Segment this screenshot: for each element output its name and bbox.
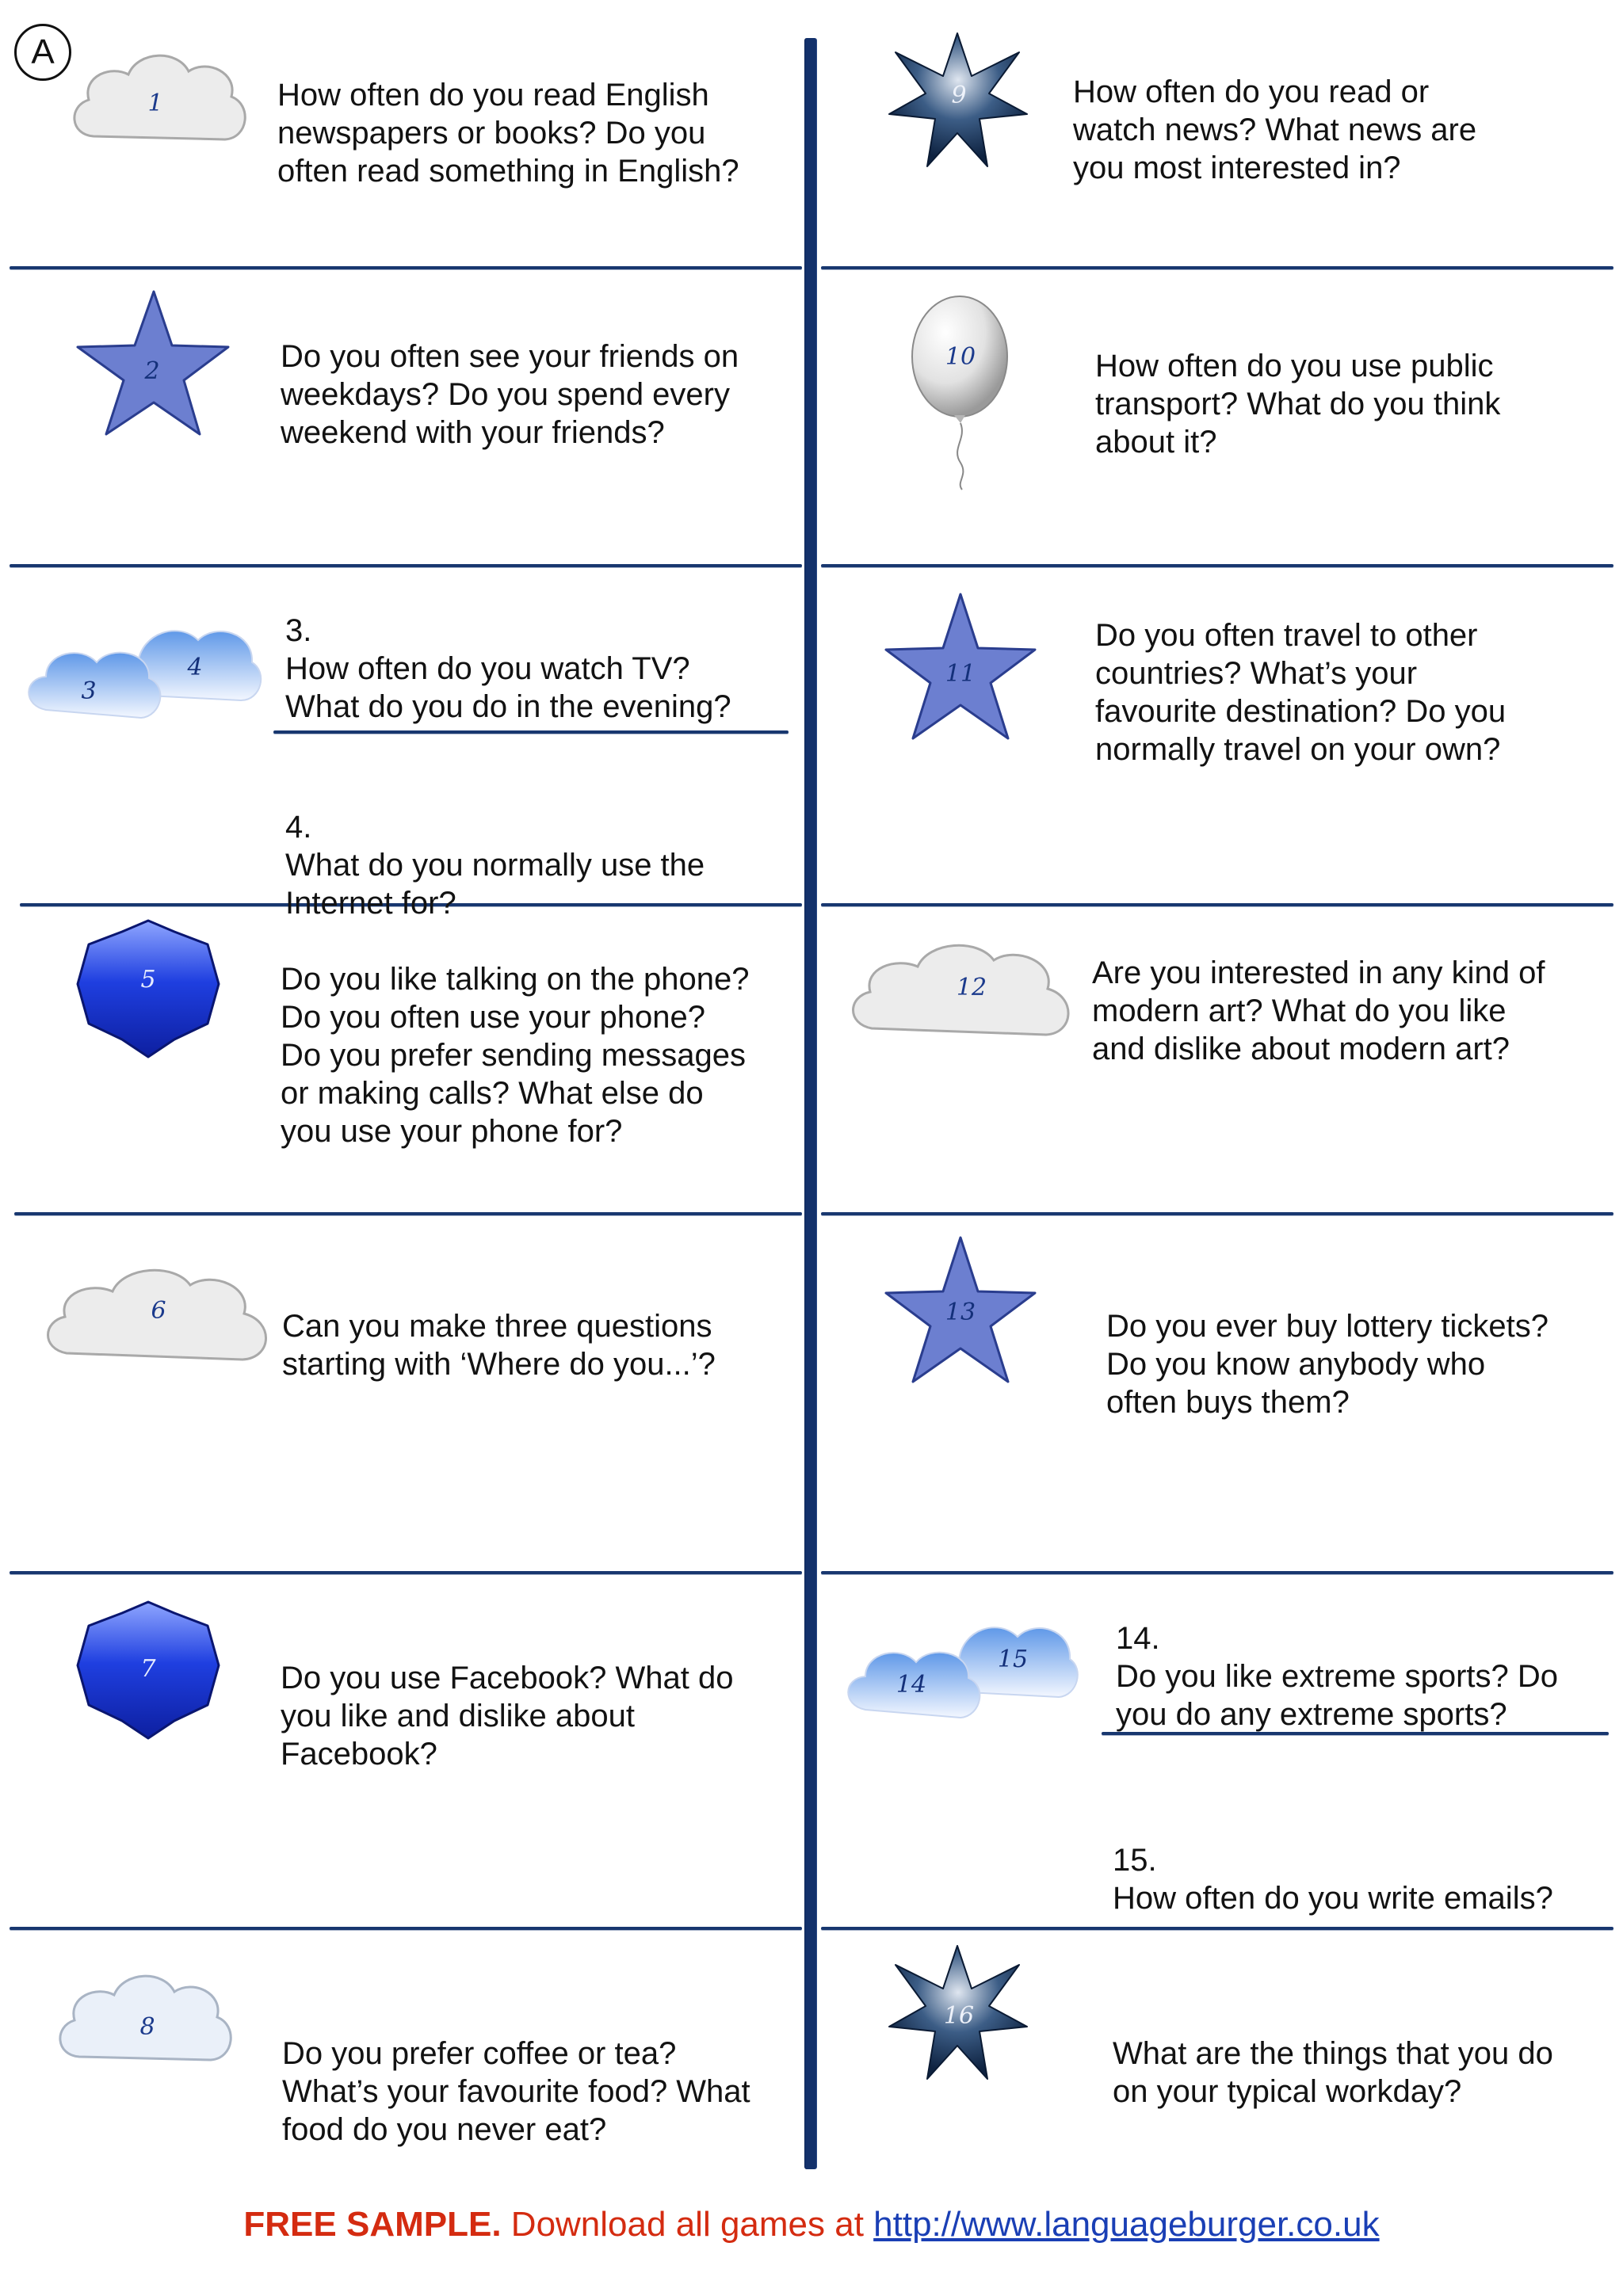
badge-icon [74,1599,222,1741]
footer-text: Download all games at [501,2205,874,2244]
star-icon-number: 11 [945,660,976,688]
question-text-7: Do you use Facebook? What do you like and dislike about Facebook? [281,1661,734,1772]
badge-icon-number: 5 [140,966,156,994]
footer-link[interactable]: http://www.languageburger.co.uk [873,2205,1380,2244]
question-body-14: Do you like extreme sports? Do you do any extreme sports? [1116,1659,1559,1732]
question-number-15: 15. [1113,1843,1157,1878]
cloud-icon [62,41,252,160]
badge-icon-number: 7 [140,1655,156,1683]
divider-left-2 [10,564,802,567]
cloud-icon [842,927,1079,1046]
divider-right-4 [821,1212,1613,1215]
cloud-icon-number: 8 [139,2013,155,2041]
badge-icon [74,917,222,1060]
cloud-icon-number: 12 [956,974,987,1001]
divider-right-2 [821,564,1613,567]
question-text-10: How often do you use public transport? What do you think about it? [1095,349,1501,460]
question-body-15: How often do you write emails? [1113,1881,1553,1916]
question-text-5: Do you like talking on the phone? Do you often use your phone? Do you prefer sending messages or making calls? What else do you use your phone for? [281,962,750,1149]
question-text-13: Do you ever buy lottery tickets? Do you know anybody who often buys them? [1106,1309,1549,1420]
question-text-8: Do you prefer coffee or tea? What’s your favourite food? What food do you never eat? [282,2036,750,2147]
divider-left-5 [10,1571,802,1574]
star-icon-number: 13 [945,1299,976,1326]
question-number-3: 3. [285,613,312,648]
cloud-pair-icon [842,1597,1079,1724]
question-number-14: 14. [1116,1621,1160,1656]
question-text-16: What are the things that you do on your typical workday? [1113,2036,1553,2109]
star-icon [881,589,1040,748]
divider-left-4 [14,1212,802,1215]
cloud-pair-number-14: 14 [896,1671,927,1699]
question-text-1: How often do you read English newspapers or books? Do you often read something in English? [277,78,739,189]
question-text-9: How often do you read or watch news? What news are you most interested in? [1073,74,1477,185]
question-text-4 [285,770,705,922]
cloud-icon-number: 1 [147,90,163,117]
burst-icon-number: 9 [951,82,967,109]
divider-right-6 [821,1927,1613,1930]
cloud-icon [48,1962,238,2081]
question-text-15 [1113,1803,1553,1917]
divider-inner-3-4 [273,730,789,734]
divider-right-5 [821,1571,1613,1574]
cloud-icon-number: 6 [151,1297,166,1325]
question-text-3 [285,574,731,726]
cloud-icon [35,1252,277,1371]
question-body-4: What do you normally use the Internet for? [285,848,705,921]
balloon-icon-number: 10 [945,343,976,371]
star-icon-number: 2 [144,357,160,385]
question-text-2: Do you often see your friends on weekdays? Do you spend every weekend with your friends? [281,339,739,450]
divider-right-1 [821,266,1613,269]
vertical-divider [805,38,816,2169]
burst-icon-number: 16 [943,2002,975,2030]
cloud-pair-number-3: 3 [81,677,97,705]
question-text-14 [1116,1581,1558,1733]
cloud-pair-number-4: 4 [187,654,203,681]
balloon-icon [908,293,1011,491]
cloud-pair-icon [22,599,268,726]
question-number-4: 4. [285,810,312,845]
star-icon [881,1233,1040,1391]
footer-label: FREE SAMPLE. [243,2205,502,2244]
question-body-3: How often do you watch TV? What do you do in the evening? [285,651,731,724]
cloud-pair-number-15: 15 [997,1646,1029,1673]
question-text-12: Are you interested in any kind of modern art? What do you like and dislike about modern art? [1092,955,1545,1066]
star-icon [73,285,231,444]
burst-icon [886,1943,1029,2085]
footer [0,2203,1623,2247]
question-text-11: Do you often travel to other countries? What’s your favourite destination? Do you normally travel on your own? [1095,618,1507,767]
burst-icon [886,30,1029,173]
question-text-6: Can you make three questions starting with ‘Where do you...’? [282,1309,716,1382]
sheet-letter-circle: A [14,24,71,81]
divider-right-3 [821,903,1613,906]
divider-left-6 [10,1927,802,1930]
divider-left-1 [10,266,802,269]
